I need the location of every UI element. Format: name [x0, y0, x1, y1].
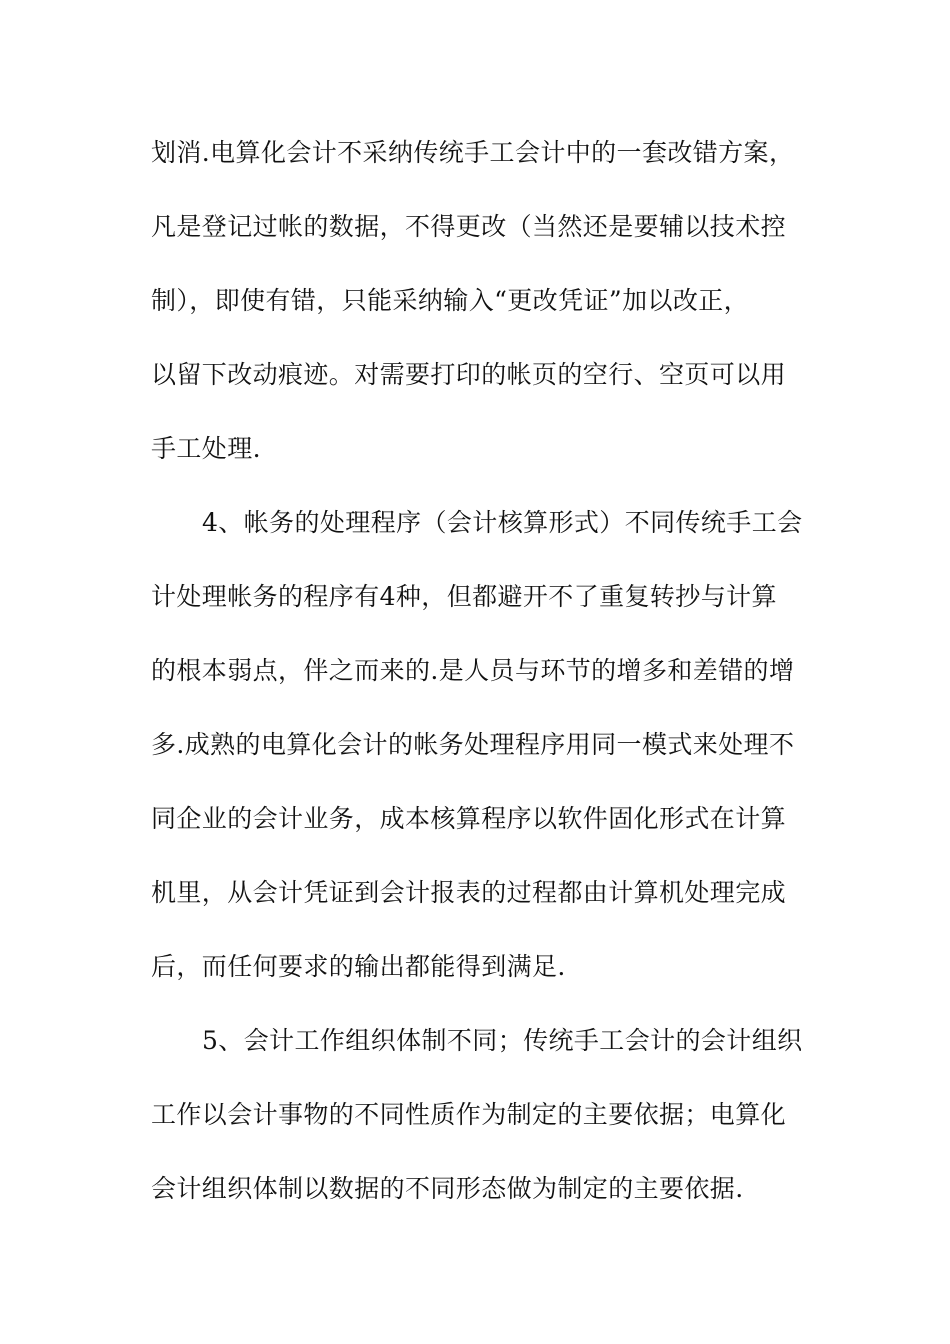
paragraph-start-line: 5、会计工作组织体制不同；传统手工会计的会计组织: [202, 1026, 803, 1055]
text-line: 多.成熟的电算化会计的帐务处理程序用同一模式来处理不: [151, 730, 795, 759]
text-line: 计处理帐务的程序有4种，但都避开不了重复转抄与计算: [151, 582, 777, 611]
text-line: 后，而任何要求的输出都能得到满足.: [151, 952, 566, 981]
text-line: 同企业的会计业务，成本核算程序以软件固化形式在计算: [151, 804, 787, 833]
text-line: 会计组织体制以数据的不同形态做为制定的主要依据.: [151, 1174, 744, 1203]
text-line: 手工处理.: [151, 434, 261, 463]
paragraph-start-line: 4、帐务的处理程序（会计核算形式）不同传统手工会: [202, 508, 803, 537]
text-line: 的根本弱点，伴之而来的.是人员与环节的增多和差错的增: [151, 656, 795, 685]
text-line: 工作以会计事物的不同性质作为制定的主要依据；电算化: [151, 1100, 787, 1129]
text-line: 凡是登记过帐的数据，不得更改（当然还是要辅以技术控: [151, 212, 787, 241]
text-line: 以留下改动痕迹。对需要打印的帐页的空行、空页可以用: [151, 360, 787, 389]
text-line: 制），即使有错，只能采纳输入“更改凭证”加以改正，: [151, 286, 750, 315]
text-line: 机里，从会计凭证到会计报表的过程都由计算机处理完成: [151, 878, 787, 907]
text-line: 划消.电算化会计不采纳传统手工会计中的一套改错方案，: [151, 138, 795, 167]
